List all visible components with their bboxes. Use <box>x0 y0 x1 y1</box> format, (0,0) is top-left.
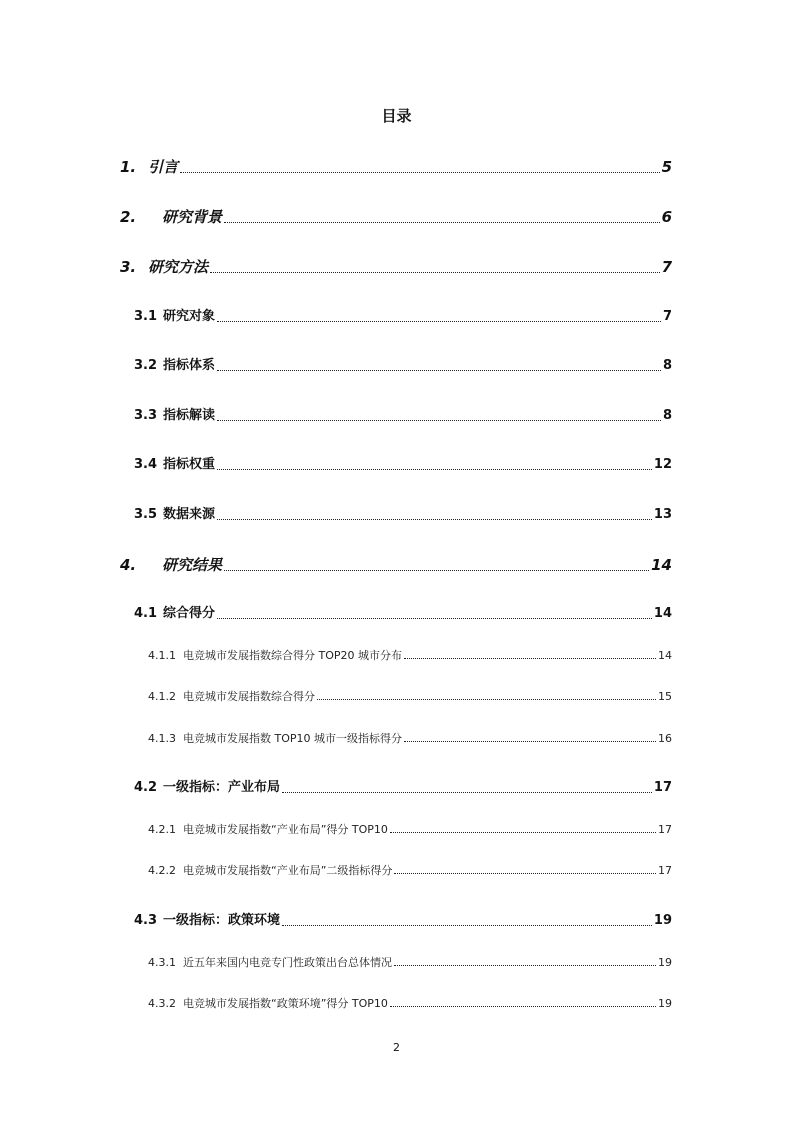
toc-entry-page: 19 <box>658 956 672 969</box>
toc-entry-number: 4.1.1 <box>148 649 176 662</box>
toc-entry-label: 研究结果 <box>162 556 223 574</box>
toc-entry-overall-score[interactable] <box>134 605 672 623</box>
toc-entry-page: 17 <box>653 780 672 795</box>
toc-entry-number: 4.3.2 <box>148 997 176 1010</box>
toc-entry-top20-distribution[interactable] <box>148 648 672 663</box>
toc-entry-page: 19 <box>653 913 672 928</box>
toc-entry-label: 一级指标：产业布局 <box>163 780 281 795</box>
toc-entry-page: 15 <box>658 690 672 703</box>
toc-entry-page: 8 <box>662 358 672 373</box>
page-number: 2 <box>393 1041 400 1054</box>
toc-entry-label: 研究对象 <box>163 309 216 324</box>
toc-entry-label: 研究背景 <box>162 208 223 226</box>
toc-entry-methods[interactable] <box>120 257 672 277</box>
toc-entry-overall-index-score[interactable] <box>148 689 672 704</box>
toc-entry-results[interactable] <box>120 555 672 575</box>
toc-entry-page: 7 <box>661 258 672 276</box>
toc-title: 目录 <box>381 107 412 125</box>
toc-entry-number: 1. <box>120 158 137 176</box>
toc-entry-indicator-weights[interactable] <box>134 456 672 474</box>
toc-entry-label: 电竞城市发展指数“产业布局”二级指标得分 <box>183 864 393 877</box>
toc-entry-data-sources[interactable] <box>134 506 672 524</box>
toc-leader-dots <box>217 519 652 520</box>
toc-entry-page: 8 <box>662 408 672 423</box>
toc-entry-page: 12 <box>653 457 672 472</box>
toc-leader-dots <box>217 420 661 421</box>
toc-entry-number: 4.1.2 <box>148 690 176 703</box>
toc-leader-dots <box>224 222 660 223</box>
toc-entry-number: 4.2.1 <box>148 823 176 836</box>
toc-entry-label: 指标权重 <box>163 457 216 472</box>
toc-entry-page: 14 <box>651 556 672 574</box>
toc-entry-number: 2. <box>120 208 137 226</box>
toc-leader-dots <box>390 832 656 833</box>
toc-entry-label: 一级指标：政策环境 <box>163 913 281 928</box>
toc-leader-dots <box>180 172 660 173</box>
toc-entry-number: 3.1 <box>134 309 158 324</box>
toc-entry-top10-primary-scores[interactable] <box>148 731 672 746</box>
toc-entry-industry-layout-secondary[interactable] <box>148 863 672 878</box>
toc-entry-number: 3.4 <box>134 457 158 472</box>
toc-leader-dots <box>217 321 661 322</box>
toc-leader-dots <box>224 570 649 571</box>
toc-entry-page: 17 <box>658 823 672 836</box>
toc-entry-industry-layout-top10[interactable] <box>148 822 672 837</box>
toc-leader-dots <box>217 370 661 371</box>
toc-entry-page: 5 <box>661 158 672 176</box>
toc-entry-policy-overview[interactable] <box>148 955 672 970</box>
toc-leader-dots <box>217 618 652 619</box>
toc-leader-dots <box>390 1006 656 1007</box>
toc-entry-page: 17 <box>658 864 672 877</box>
toc-entry-label: 引言 <box>148 158 179 176</box>
toc-leader-dots <box>404 658 656 659</box>
toc-entry-indicator-interpretation[interactable] <box>134 407 672 425</box>
toc-entry-number: 3.3 <box>134 408 158 423</box>
toc-entry-number: 4.3 <box>134 913 158 928</box>
toc-entry-introduction[interactable] <box>120 157 672 177</box>
toc-leader-dots <box>282 792 652 793</box>
toc-leader-dots <box>210 272 660 273</box>
toc-entry-number: 4. <box>120 556 137 574</box>
toc-entry-label: 综合得分 <box>163 606 216 621</box>
toc-entry-number: 4.1.3 <box>148 732 176 745</box>
toc-entry-page: 14 <box>658 649 672 662</box>
toc-entry-page: 16 <box>658 732 672 745</box>
toc-entry-number: 3.5 <box>134 507 158 522</box>
toc-leader-dots <box>394 873 656 874</box>
toc-entry-number: 4.1 <box>134 606 158 621</box>
toc-entry-number: 3.2 <box>134 358 158 373</box>
toc-entry-label: 指标体系 <box>163 358 216 373</box>
toc-entry-indicator-system[interactable] <box>134 357 672 375</box>
toc-entry-page: 14 <box>653 606 672 621</box>
toc-entry-label: 电竞城市发展指数“政策环境”得分 TOP10 <box>183 997 388 1010</box>
toc-leader-dots <box>394 965 656 966</box>
toc-entry-number: 4.2.2 <box>148 864 176 877</box>
toc-entry-page: 6 <box>661 208 672 226</box>
toc-entry-label: 电竞城市发展指数 TOP10 城市一级指标得分 <box>183 732 402 745</box>
toc-entry-number: 3. <box>120 258 137 276</box>
toc-entry-background[interactable] <box>120 207 672 227</box>
toc-entry-label: 指标解读 <box>163 408 216 423</box>
toc-entry-policy-environment[interactable] <box>134 912 672 930</box>
toc-entry-page: 19 <box>658 997 672 1010</box>
toc-entry-label: 电竞城市发展指数综合得分 <box>183 690 315 703</box>
toc-leader-dots <box>217 469 652 470</box>
toc-entry-research-object[interactable] <box>134 308 672 326</box>
toc-leader-dots <box>404 741 656 742</box>
toc-entry-industry-layout[interactable] <box>134 779 672 797</box>
toc-entry-label: 近五年来国内电竞专门性政策出台总体情况 <box>183 956 392 969</box>
toc-leader-dots <box>317 699 656 700</box>
toc-leader-dots <box>282 925 652 926</box>
toc-entry-policy-environment-top10[interactable] <box>148 996 672 1011</box>
toc-entry-label: 电竞城市发展指数综合得分 TOP20 城市分布 <box>183 649 402 662</box>
toc-entry-label: 研究方法 <box>148 258 209 276</box>
toc-entry-number: 4.3.1 <box>148 956 176 969</box>
toc-entry-number: 4.2 <box>134 780 158 795</box>
toc-entry-label: 电竞城市发展指数“产业布局”得分 TOP10 <box>183 823 388 836</box>
toc-entry-label: 数据来源 <box>163 507 216 522</box>
toc-entry-page: 7 <box>662 309 672 324</box>
toc-entry-page: 13 <box>653 507 672 522</box>
